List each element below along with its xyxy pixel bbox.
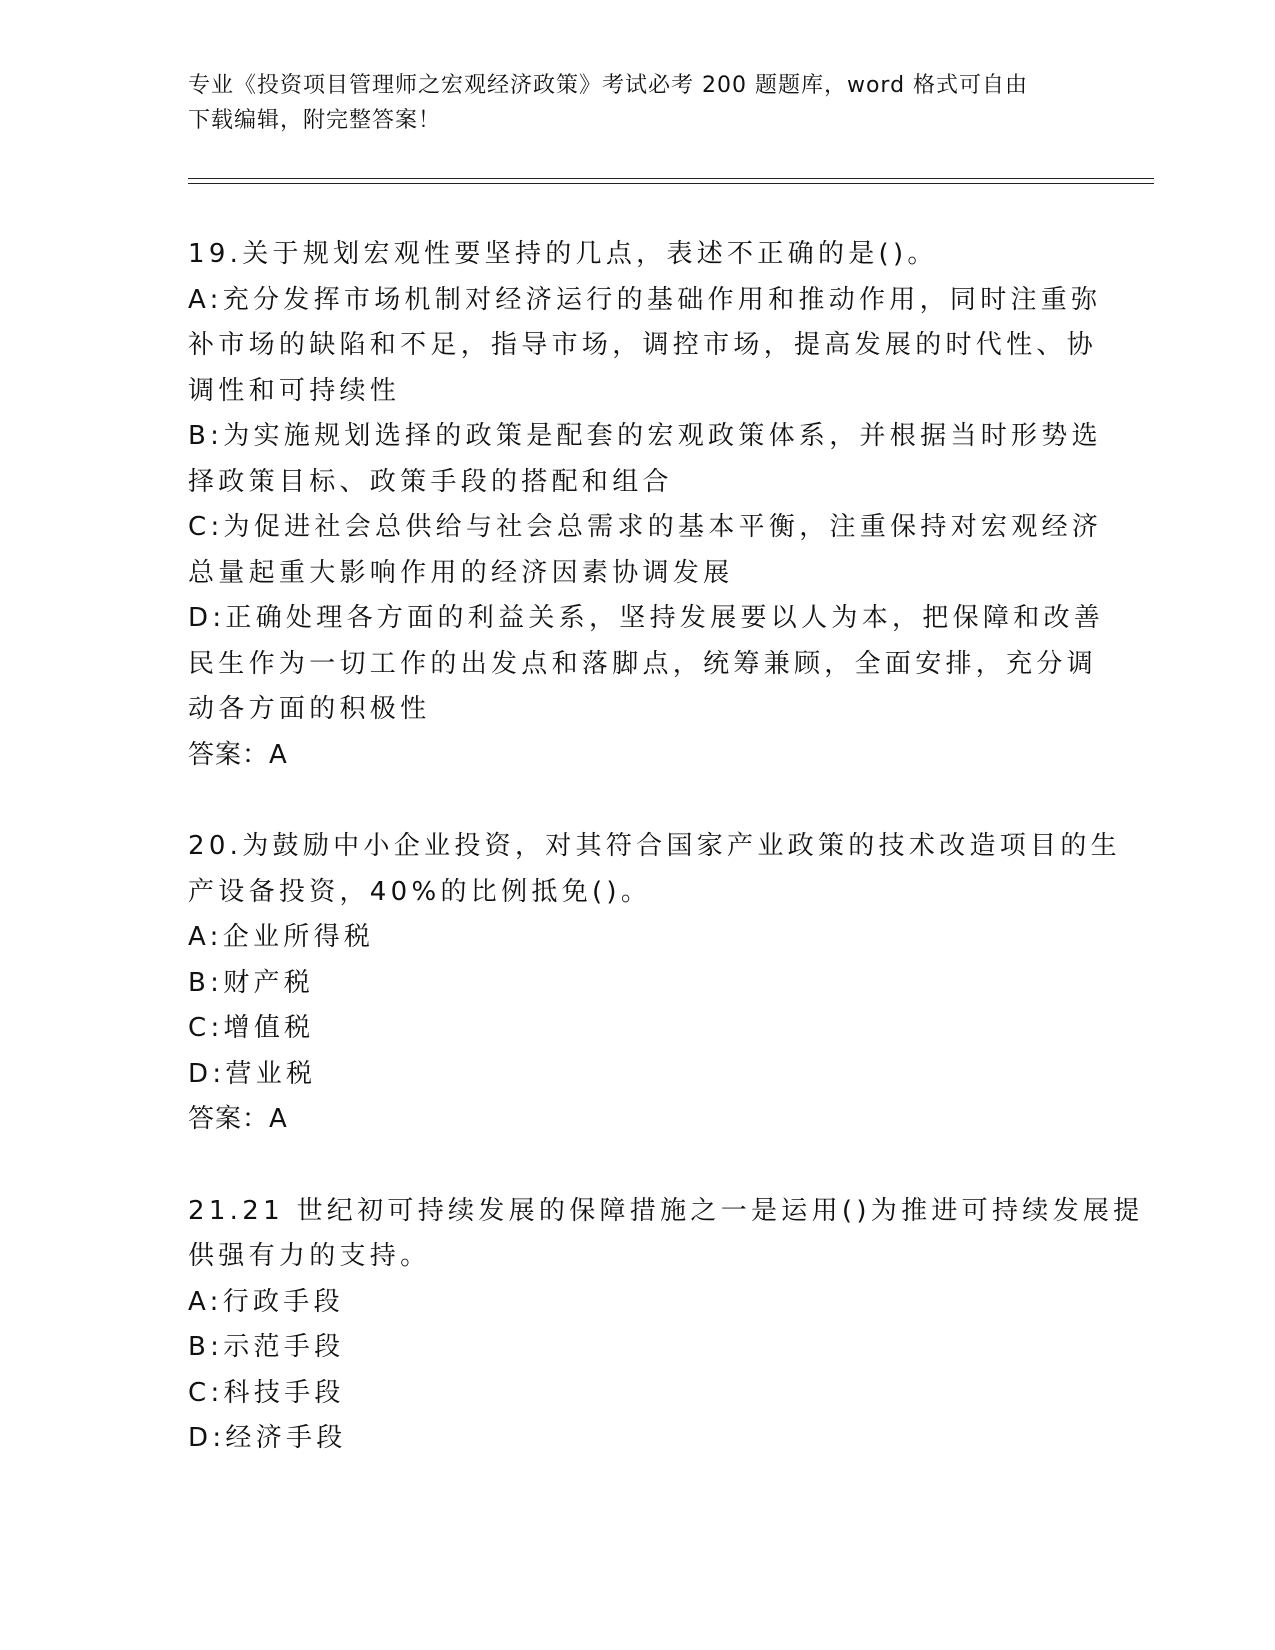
header-divider — [188, 178, 1154, 184]
question-stem: 20.为鼓励中小企业投资，对其符合国家产业政策的技术改造项目的生 — [188, 831, 1121, 861]
option-letter: A: — [188, 1286, 223, 1317]
document-page — [188, 68, 1148, 1508]
question-20 — [188, 824, 1148, 1143]
question-21 — [188, 1189, 1148, 1462]
option-letter: D: — [188, 1423, 226, 1453]
option-text-continued: 调性和可持续性 — [188, 375, 401, 406]
option-d — [188, 1416, 1148, 1462]
question-19 — [188, 232, 1148, 778]
option-text-continued: 动各方面的积极性 — [188, 694, 431, 724]
option-c — [188, 1371, 1148, 1417]
option-letter: A: — [188, 284, 223, 315]
option-d — [188, 596, 1148, 642]
option-text: 财产税 — [223, 967, 315, 998]
question-stem: 19.关于规划宏观性要坚持的几点，表述不正确的是()。 — [188, 239, 938, 269]
option-c — [188, 505, 1148, 551]
option-letter: B: — [188, 1332, 224, 1362]
option-text: 为促进社会总供给与社会总需求的基本平衡，注重保持对宏观经济 — [223, 512, 1103, 542]
question-stem: 产设备投资，40%的比例抵免()。 — [188, 876, 652, 907]
option-text: 营业税 — [225, 1058, 317, 1089]
option-letter: A: — [188, 922, 223, 952]
option-letter: C: — [188, 1013, 224, 1043]
option-text: 示范手段 — [223, 1332, 345, 1362]
header-note-line: 下载编辑，附完整答案！ — [188, 108, 442, 133]
option-letter: B: — [188, 967, 224, 998]
option-text: 为实施规划选择的政策是配套的宏观政策体系，并根据当时形势选 — [223, 421, 1102, 451]
option-text: 正确处理各方面的利益关系，坚持发展要以人为本，把保障和改善 — [225, 603, 1105, 633]
option-text: 企业所得税 — [222, 922, 375, 952]
option-letter: B: — [188, 421, 224, 451]
option-b — [188, 961, 1148, 1007]
question-list — [188, 232, 1148, 1462]
header-note-line: 专业《投资项目管理师之宏观经济政策》考试必考 200 题题库，word 格式可自由 — [188, 73, 1029, 98]
option-text-continued: 补市场的缺陷和不足，指导市场，调控市场，提高发展的时代性、协 — [188, 330, 1098, 360]
question-stem: 21.21 世纪初可持续发展的保障措施之一是运用()为推进可持续发展提 — [188, 1195, 1144, 1226]
answer-label: 答案：A — [188, 1104, 288, 1134]
option-a — [188, 1280, 1148, 1326]
option-c — [188, 1006, 1148, 1052]
option-b — [188, 414, 1148, 460]
document-header — [188, 68, 1148, 184]
option-text: 增值税 — [223, 1013, 315, 1043]
question-stem: 供强有力的支持。 — [188, 1241, 431, 1271]
option-text: 经济手段 — [225, 1423, 347, 1453]
option-a — [188, 915, 1148, 961]
option-text: 科技手段 — [223, 1377, 345, 1408]
option-letter: C: — [188, 1377, 224, 1408]
option-letter: D: — [188, 603, 226, 633]
option-b — [188, 1325, 1148, 1371]
option-a — [188, 278, 1148, 324]
answer-label: 答案：A — [188, 739, 288, 770]
option-text: 充分发挥市场机制对经济运行的基础作用和推动作用，同时注重弥 — [222, 284, 1102, 315]
option-letter: D: — [188, 1058, 226, 1089]
option-d — [188, 1052, 1148, 1098]
option-text-continued: 择政策目标、政策手段的搭配和组合 — [188, 466, 673, 497]
option-text: 行政手段 — [222, 1286, 344, 1317]
option-letter: C: — [188, 512, 224, 542]
option-text-continued: 民生作为一切工作的出发点和落脚点，统筹兼顾，全面安排，充分调 — [188, 648, 1098, 679]
option-text-continued: 总量起重大影响作用的经济因素协调发展 — [188, 557, 734, 588]
